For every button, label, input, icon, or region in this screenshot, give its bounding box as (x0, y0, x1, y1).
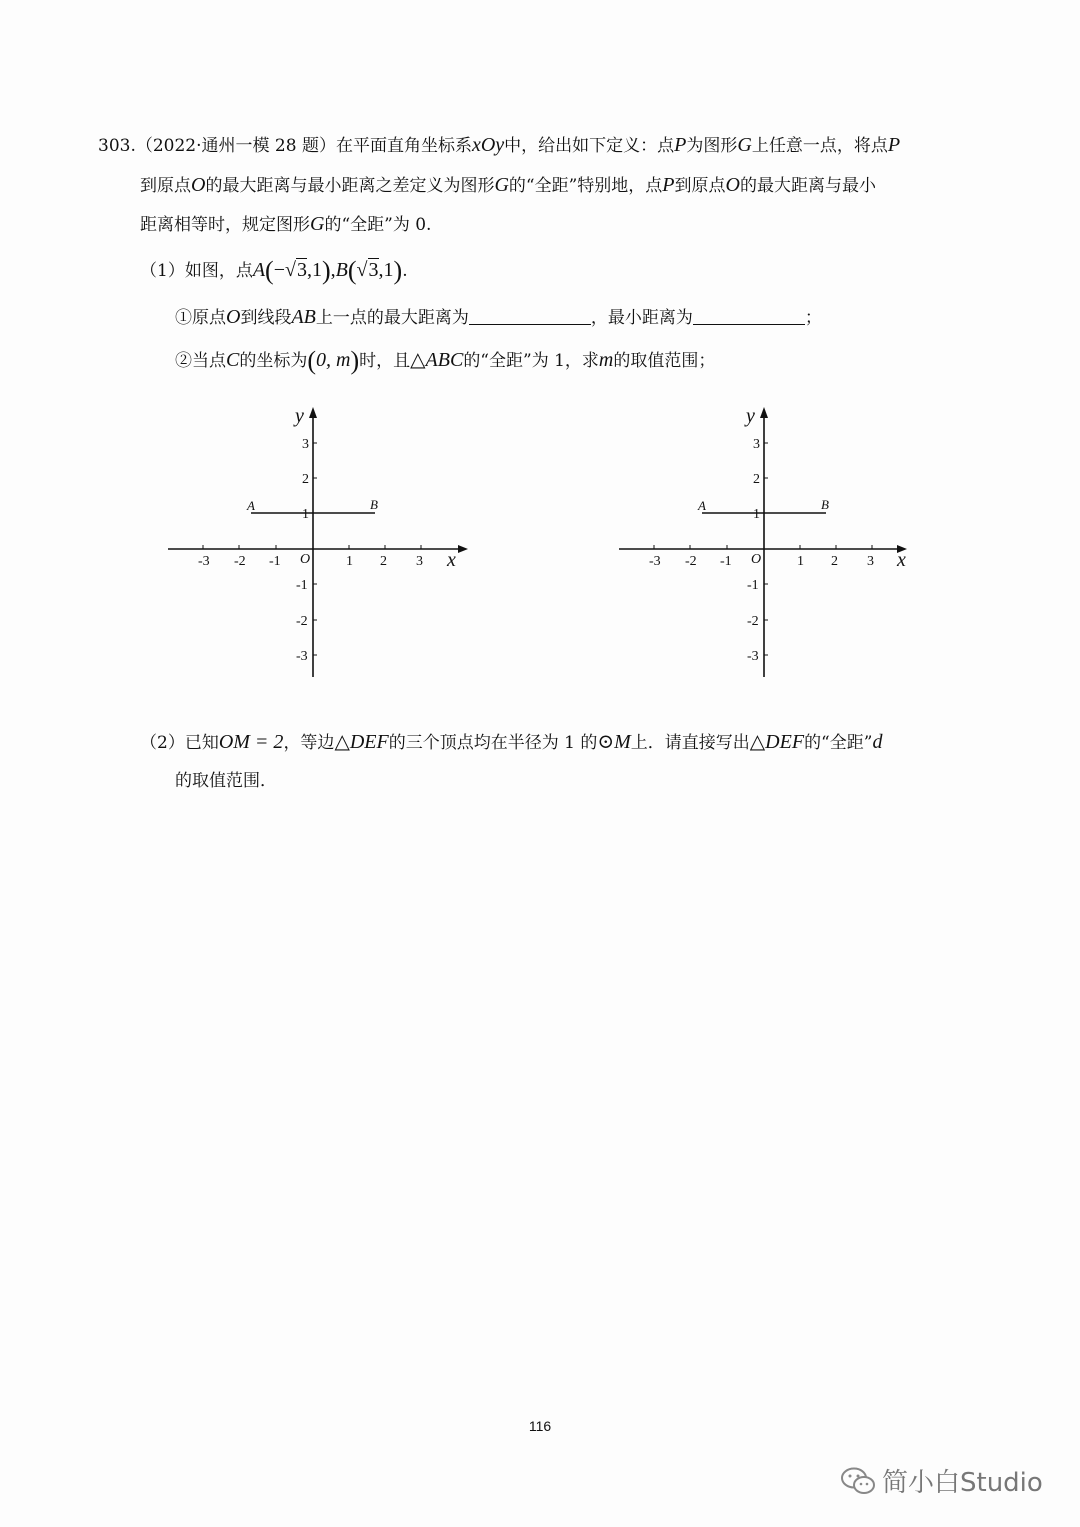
part1-label: （1）如图，点 (140, 261, 253, 281)
text: ； (804, 308, 822, 328)
text: 到线段 (240, 308, 292, 328)
period: . (402, 261, 408, 281)
math-xoy: xOy (471, 134, 505, 156)
y-tick-label: 3 (302, 437, 309, 452)
circle-symbol: ⊙ (597, 731, 615, 753)
math-def: DEF (349, 731, 389, 753)
text: 的坐标为 (239, 351, 308, 371)
math-m: m (598, 349, 614, 371)
x-tick-label: 2 (831, 554, 838, 569)
text: ，最小距离为 (590, 308, 693, 328)
part2-line-1 (140, 730, 882, 755)
y-tick-label: -1 (747, 578, 759, 593)
math-o: O (725, 174, 740, 196)
x-axis-label: x (447, 549, 456, 571)
x-tick-label: 1 (797, 554, 804, 569)
y-axis-arrow (760, 407, 768, 418)
text: ,1 (306, 259, 322, 281)
origin-label: O (300, 552, 311, 567)
point-a-label: A (247, 498, 255, 513)
y-axis-label: y (746, 405, 755, 427)
y-axis-label: y (295, 405, 304, 427)
text: 的“全距” (804, 733, 873, 753)
y-tick-label: -1 (296, 578, 308, 593)
math-ab: AB (291, 306, 316, 328)
math-m: M (614, 731, 631, 753)
x-tick-label: -1 (720, 554, 732, 569)
answer-blank-max[interactable] (469, 306, 591, 325)
x-axis-label: x (897, 549, 906, 571)
sqrt-3: √3 (285, 259, 307, 281)
radicand: 3 (368, 259, 379, 281)
math-g: G (494, 174, 509, 196)
problem-source: （2022·通州一模 28 题） (135, 136, 336, 156)
comma: , (330, 259, 336, 281)
text: 的“全距”特别地，点 (508, 176, 663, 196)
x-tick-label: 3 (416, 554, 423, 569)
y-tick-label: 1 (753, 507, 760, 522)
math-b: B (335, 259, 348, 281)
origin-label: O (751, 552, 762, 567)
x-tick-label: -3 (198, 554, 210, 569)
paren-open: ( (347, 256, 357, 285)
x-tick-label: -1 (269, 554, 281, 569)
text: 中，给出如下定义：点 (504, 136, 675, 156)
text: 的最大距离与最小 (739, 176, 876, 196)
graph-group (168, 405, 468, 677)
math-d: d (872, 731, 883, 753)
math-o: O (191, 174, 206, 196)
text: 的最大距离与最小距离之差定义为图形 (205, 176, 495, 196)
triangle-symbol: △ (410, 349, 426, 371)
math-a: A (252, 259, 266, 281)
coord-c: 0, m (316, 349, 351, 371)
paren-close: ) (321, 256, 331, 285)
y-tick-label: -2 (747, 614, 759, 629)
triangle-symbol: △ (749, 731, 766, 753)
x-axis-arrow (458, 545, 468, 553)
math-def: DEF (765, 731, 805, 753)
graph-group (619, 405, 907, 677)
math-p: P (662, 174, 675, 196)
paren-close: ) (350, 346, 360, 375)
y-tick-label: -2 (296, 614, 308, 629)
wechat-icon (840, 1466, 876, 1496)
math-g: G (310, 213, 325, 235)
x-tick-label: 2 (380, 554, 387, 569)
x-tick-label: -3 (649, 554, 661, 569)
x-tick-label: -2 (234, 554, 246, 569)
text: 的“全距”为 1，求 (463, 351, 599, 371)
y-tick-label: -3 (747, 649, 759, 664)
answer-blank-min[interactable] (693, 306, 805, 325)
part1-q1 (175, 305, 822, 330)
text: 上．请直接写出 (630, 733, 750, 753)
y-tick-label: -3 (296, 649, 308, 664)
math-c: C (226, 349, 240, 371)
y-tick-label: 3 (753, 437, 760, 452)
part1-q2 (175, 348, 715, 373)
text: 在平面直角坐标系 (335, 136, 472, 156)
text: 的取值范围． (175, 771, 277, 791)
coordinate-graph-left (160, 395, 480, 685)
text: 到原点 (140, 176, 191, 196)
part2-line-2 (175, 769, 277, 793)
math-abc: ABC (425, 349, 464, 371)
triangle-symbol: △ (334, 731, 350, 753)
y-tick-label: 2 (753, 472, 760, 487)
y-tick-label: 2 (302, 472, 309, 487)
text: ①原点 (175, 308, 226, 328)
text: 时，且 (359, 351, 411, 371)
text: 到原点 (674, 176, 726, 196)
math-p: P (887, 134, 901, 156)
text: ②当点 (175, 351, 226, 371)
text: 距离相等时，规定图形 (140, 215, 310, 235)
paren-close: ) (393, 256, 403, 285)
math-o: O (226, 306, 241, 328)
point-b-label: B (370, 497, 378, 512)
x-tick-label: -2 (685, 554, 697, 569)
text: ，等边 (283, 733, 335, 753)
watermark-text: 简小白Studio (882, 1468, 1043, 1498)
x-tick-label: 1 (346, 554, 353, 569)
text: 的三个顶点均在半径为 1 的 (388, 733, 598, 753)
problem-line-1 (98, 133, 900, 158)
text: 为图形 (686, 136, 738, 156)
part1-line (140, 258, 408, 283)
page-number: 116 (528, 1418, 552, 1434)
point-b-label: B (821, 497, 829, 512)
text: （2）已知 (140, 733, 219, 753)
paren-open: ( (307, 346, 317, 375)
text: 的“全距”为 0. (324, 215, 432, 235)
paren-open: ( (265, 256, 274, 285)
text: 上一点的最大距离为 (315, 308, 469, 328)
point-a-label: A (698, 498, 706, 513)
radicand: 3 (296, 259, 307, 281)
text: 的取值范围； (613, 351, 716, 371)
math-p: P (674, 134, 687, 156)
y-axis-arrow (309, 407, 317, 418)
text: ,1 (378, 259, 394, 281)
problem-line-2 (140, 173, 876, 198)
y-tick-label: 1 (302, 507, 309, 522)
x-tick-label: 3 (867, 554, 874, 569)
math-g: G (737, 134, 752, 156)
problem-line-3 (140, 212, 431, 237)
math-om: OM = 2 (218, 731, 284, 753)
text: 上任意一点，将点 (751, 136, 888, 156)
sqrt-3: √3 (356, 259, 379, 281)
coordinate-graph-right (611, 395, 931, 685)
watermark (840, 1462, 1043, 1499)
minus-sign: − (273, 259, 285, 281)
problem-number: 303. (98, 136, 136, 156)
